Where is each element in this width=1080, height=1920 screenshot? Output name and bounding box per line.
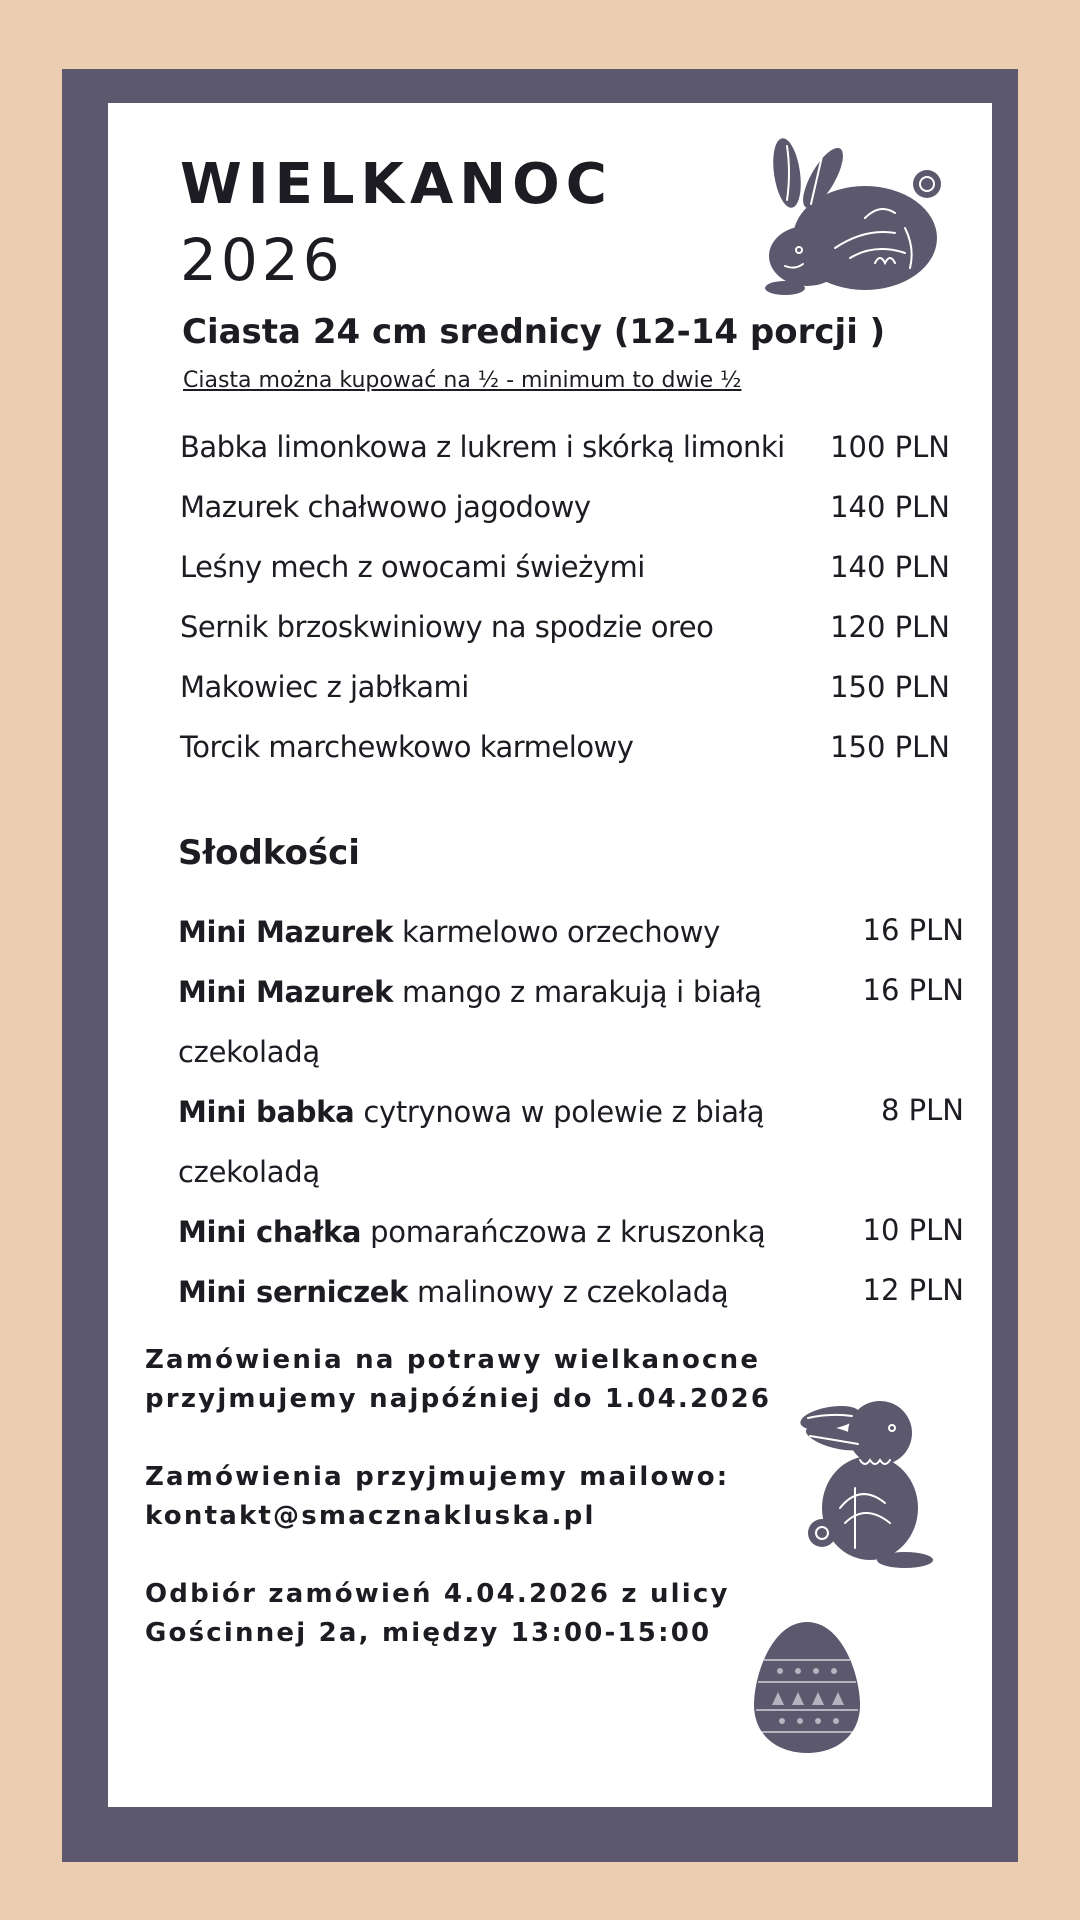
cake-item — [180, 602, 950, 652]
cake-item-price: 150 PLN — [830, 730, 950, 764]
sweet-item — [178, 902, 964, 962]
sweet-item-desc: pomarańczowa z kruszonką — [361, 1215, 766, 1249]
email-address: kontakt@smacznakluska.pl — [145, 1501, 596, 1531]
sweet-item-desc: cytrynowa w polewie z białą czekoladą — [178, 1095, 765, 1189]
sweet-item-price: 12 PLN — [862, 1273, 964, 1307]
cake-item-price: 140 PLN — [830, 490, 950, 524]
sweet-item-price: 10 PLN — [862, 1213, 964, 1247]
sweet-item-bold: Mini chałka — [178, 1215, 362, 1249]
sweet-item — [178, 1262, 964, 1322]
cake-item-name: Torcik marchewkowo karmelowy — [180, 730, 634, 764]
cake-item-price: 100 PLN — [830, 430, 950, 464]
sweet-item-price: 16 PLN — [862, 913, 964, 947]
cake-item-name: Sernik brzoskwiniowy na spodzie oreo — [180, 610, 714, 644]
sweet-item-price: 8 PLN — [880, 1093, 964, 1127]
order-email: Zamówienia przyjmujemy mailowo: kontakt@smacznakluska.pl — [145, 1458, 729, 1536]
sweet-item-bold: Mini babka — [178, 1095, 355, 1129]
cake-item — [180, 542, 950, 592]
cake-item-name: Babka limonkowa z lukrem i skórką limonki — [180, 430, 785, 464]
sweet-item-bold: Mini Mazurek — [178, 915, 394, 949]
cakes-note: Ciasta można kupować na ½ - minimum to dwie ½ — [183, 368, 742, 393]
rabbit-lying-icon — [765, 138, 945, 298]
cake-item — [180, 422, 950, 472]
cake-item — [180, 722, 950, 772]
easter-egg-icon — [752, 1620, 862, 1755]
cake-item-price: 140 PLN — [830, 550, 950, 584]
page-year: 2026 — [180, 226, 344, 294]
cake-item-price: 120 PLN — [830, 610, 950, 644]
page-title: WIELKANOC — [180, 152, 613, 217]
sweet-item-bold: Mini serniczek — [178, 1275, 409, 1309]
sweets-heading: Słodkości — [178, 833, 360, 873]
sweet-item-bold: Mini Mazurek — [178, 975, 394, 1009]
pickup-info: Odbiór zamówień 4.04.2026 z ulicy Gościnnej 2a, między 13:00-15:00 — [145, 1579, 730, 1648]
sweet-item-price: 16 PLN — [862, 973, 964, 1007]
cake-item — [180, 482, 950, 532]
cake-item-name: Makowiec z jabłkami — [180, 670, 469, 704]
sweet-item-desc: malinowy z czekoladą — [408, 1275, 729, 1309]
sweet-item — [178, 1082, 964, 1202]
sweet-item-desc: karmelowo orzechowy — [393, 915, 721, 949]
cake-item-name: Mazurek chałwowo jagodowy — [180, 490, 591, 524]
cake-item-price: 150 PLN — [830, 670, 950, 704]
cake-item-name: Leśny mech z owocami świeżymi — [180, 550, 645, 584]
cake-item — [180, 662, 950, 712]
rabbit-sitting-icon — [800, 1388, 940, 1568]
order-deadline: Zamówienia na potrawy wielkanocne przyjmujemy najpóźniej do 1.04.2026 — [145, 1345, 772, 1414]
sweet-item — [178, 1202, 964, 1262]
sweet-item-desc: mango z marakują i białą czekoladą — [178, 975, 762, 1069]
sweet-item — [178, 962, 964, 1082]
cakes-heading: Ciasta 24 cm srednicy (12-14 porcji ) — [182, 312, 886, 352]
